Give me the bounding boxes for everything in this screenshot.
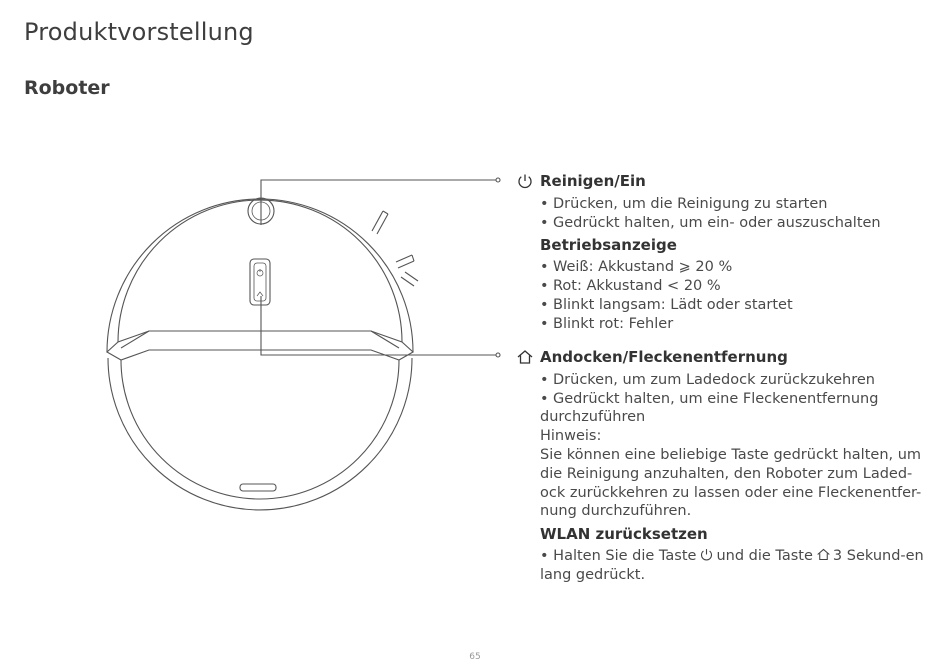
- wifi-reset-instruction: • Halten Sie die Taste und die Taste 3 Sekund-en lang gedrückt.: [540, 547, 924, 583]
- power-heading: Reinigen/Ein: [540, 172, 646, 190]
- dock-heading-row: [516, 348, 926, 367]
- dock-bullet-2: • Gedrückt halten, um eine Fleckenentfernung durchzuführen: [540, 390, 926, 428]
- power-button-description: [516, 172, 926, 333]
- power-icon: [516, 172, 534, 190]
- wifi-text-before: Halten Sie die Taste: [553, 547, 697, 564]
- robot-outer-shell: [107, 199, 413, 352]
- wifi-text-middle: und die Taste: [716, 547, 813, 564]
- page-title: Produktvorstellung: [24, 18, 254, 46]
- power-icon: [699, 547, 714, 562]
- wifi-heading: WLAN zurücksetzen: [540, 525, 708, 544]
- note-label: Hinweis:: [540, 428, 602, 445]
- robot-inner-lower-ring: [121, 360, 399, 499]
- dock-heading: Andocken/Fleckenentfernung: [540, 348, 788, 366]
- wifi-text-after: 3 Sekund-en lang gedrückt.: [540, 547, 924, 583]
- power-heading-row: [516, 172, 926, 191]
- side-brush: [372, 211, 418, 286]
- page-number: 65: [469, 652, 481, 662]
- callout-line-dock: [261, 296, 496, 355]
- note-text: Sie können eine beliebige Taste gedrückt halten, um die Reinigung anzuhalten, den Roboter zum Laded-ock zurückkehren zu lassen oder eine Fleckenentfer-nung durchzuführen.: [540, 446, 922, 520]
- indicator-bullet-3: • Blinkt langsam: Lädt oder startet: [540, 296, 926, 315]
- dock-bullet-1: • Drücken, um zum Ladedock zurückzukehren: [540, 371, 926, 390]
- indicator-bullet-4: • Blinkt rot: Fehler: [540, 315, 926, 334]
- indicator-bullet-2: • Rot: Akkustand < 20 %: [540, 277, 926, 296]
- charging-contacts: [240, 484, 276, 491]
- robot-bumper: [108, 358, 412, 510]
- power-bullet-2: • Gedrückt halten, um ein- oder auszuschalten: [540, 214, 926, 233]
- section-title: Roboter: [24, 77, 110, 99]
- home-icon: [816, 547, 831, 562]
- indicator-bullet-1: • Weiß: Akkustand ⩾ 20 %: [540, 258, 926, 277]
- dock-button-description: [516, 348, 926, 585]
- lid-edge: [107, 331, 413, 360]
- home-icon: [516, 348, 534, 366]
- indicator-heading: Betriebsanzeige: [540, 236, 677, 255]
- button-panel: [250, 259, 270, 305]
- power-bullet-1: • Drücken, um die Reinigung zu starten: [540, 195, 926, 214]
